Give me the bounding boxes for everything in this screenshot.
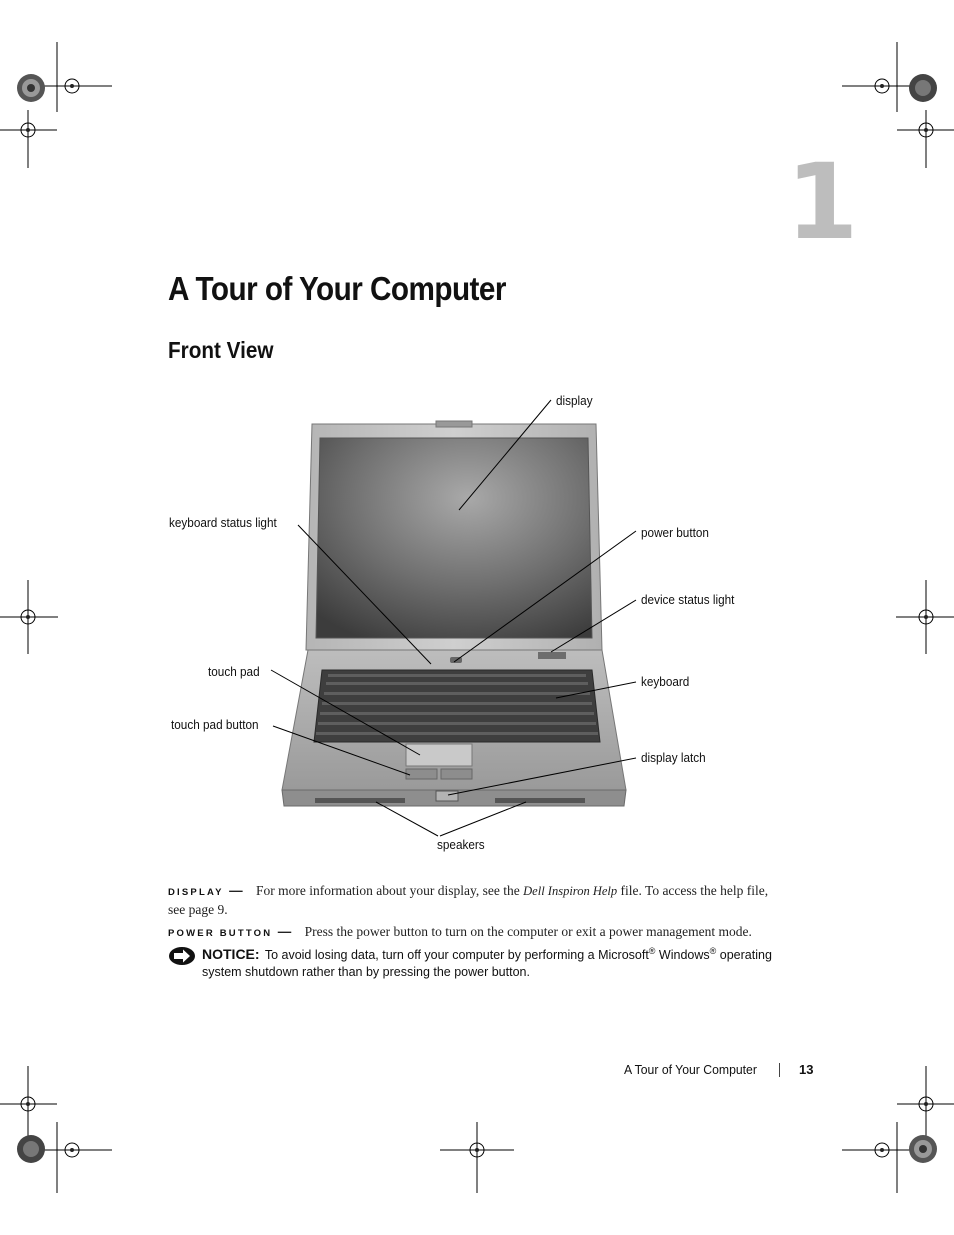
section-title: Front View bbox=[168, 337, 274, 363]
callout-device-status-light: device status light bbox=[641, 593, 735, 607]
display-term: DISPLAY bbox=[168, 887, 224, 898]
registered-mark-microsoft: ® bbox=[648, 945, 656, 956]
power-button-description bbox=[168, 923, 788, 942]
display-dash: — bbox=[229, 883, 243, 898]
callout-keyboard-status-light: keyboard status light bbox=[169, 516, 277, 530]
chapter-title: A Tour of Your Computer bbox=[168, 270, 506, 307]
footer-chapter-title: A Tour of Your Computer bbox=[624, 1062, 757, 1077]
footer-page-number: 13 bbox=[799, 1062, 814, 1077]
notice-arrow-icon bbox=[168, 946, 196, 966]
callout-display: display bbox=[556, 394, 593, 408]
callout-speakers: speakers bbox=[437, 838, 485, 852]
display-description bbox=[168, 882, 788, 918]
display-text-2: file. To access the help file, see page 9. bbox=[168, 883, 769, 917]
power-button-dash: — bbox=[277, 924, 292, 939]
notice-text bbox=[202, 946, 792, 981]
registered-mark-windows: ® bbox=[709, 945, 717, 956]
chapter-number: 1 bbox=[786, 141, 859, 263]
notice-text-3: operating system shutdown rather than by pressing the power button. bbox=[202, 948, 772, 979]
callout-touch-pad-button: touch pad button bbox=[171, 718, 259, 732]
display-text-1: For more information about your display, see the bbox=[255, 883, 520, 898]
callout-power-button: power button bbox=[641, 526, 709, 540]
display-help-title: Dell Inspiron Help bbox=[523, 884, 618, 898]
power-button-text: Press the power button to turn on the computer or exit a power management mode. bbox=[304, 924, 752, 939]
callout-keyboard: keyboard bbox=[641, 675, 690, 689]
callout-touch-pad: touch pad bbox=[208, 665, 260, 679]
notice-text-1: To avoid losing data, turn off your computer by performing a Microsoft bbox=[264, 948, 649, 962]
callout-display-latch: display latch bbox=[641, 751, 706, 765]
power-button-term: POWER BUTTON bbox=[168, 928, 273, 939]
notice-text-2: Windows bbox=[658, 948, 710, 962]
notice-label: NOTICE: bbox=[202, 946, 260, 962]
footer-separator bbox=[779, 1063, 780, 1077]
